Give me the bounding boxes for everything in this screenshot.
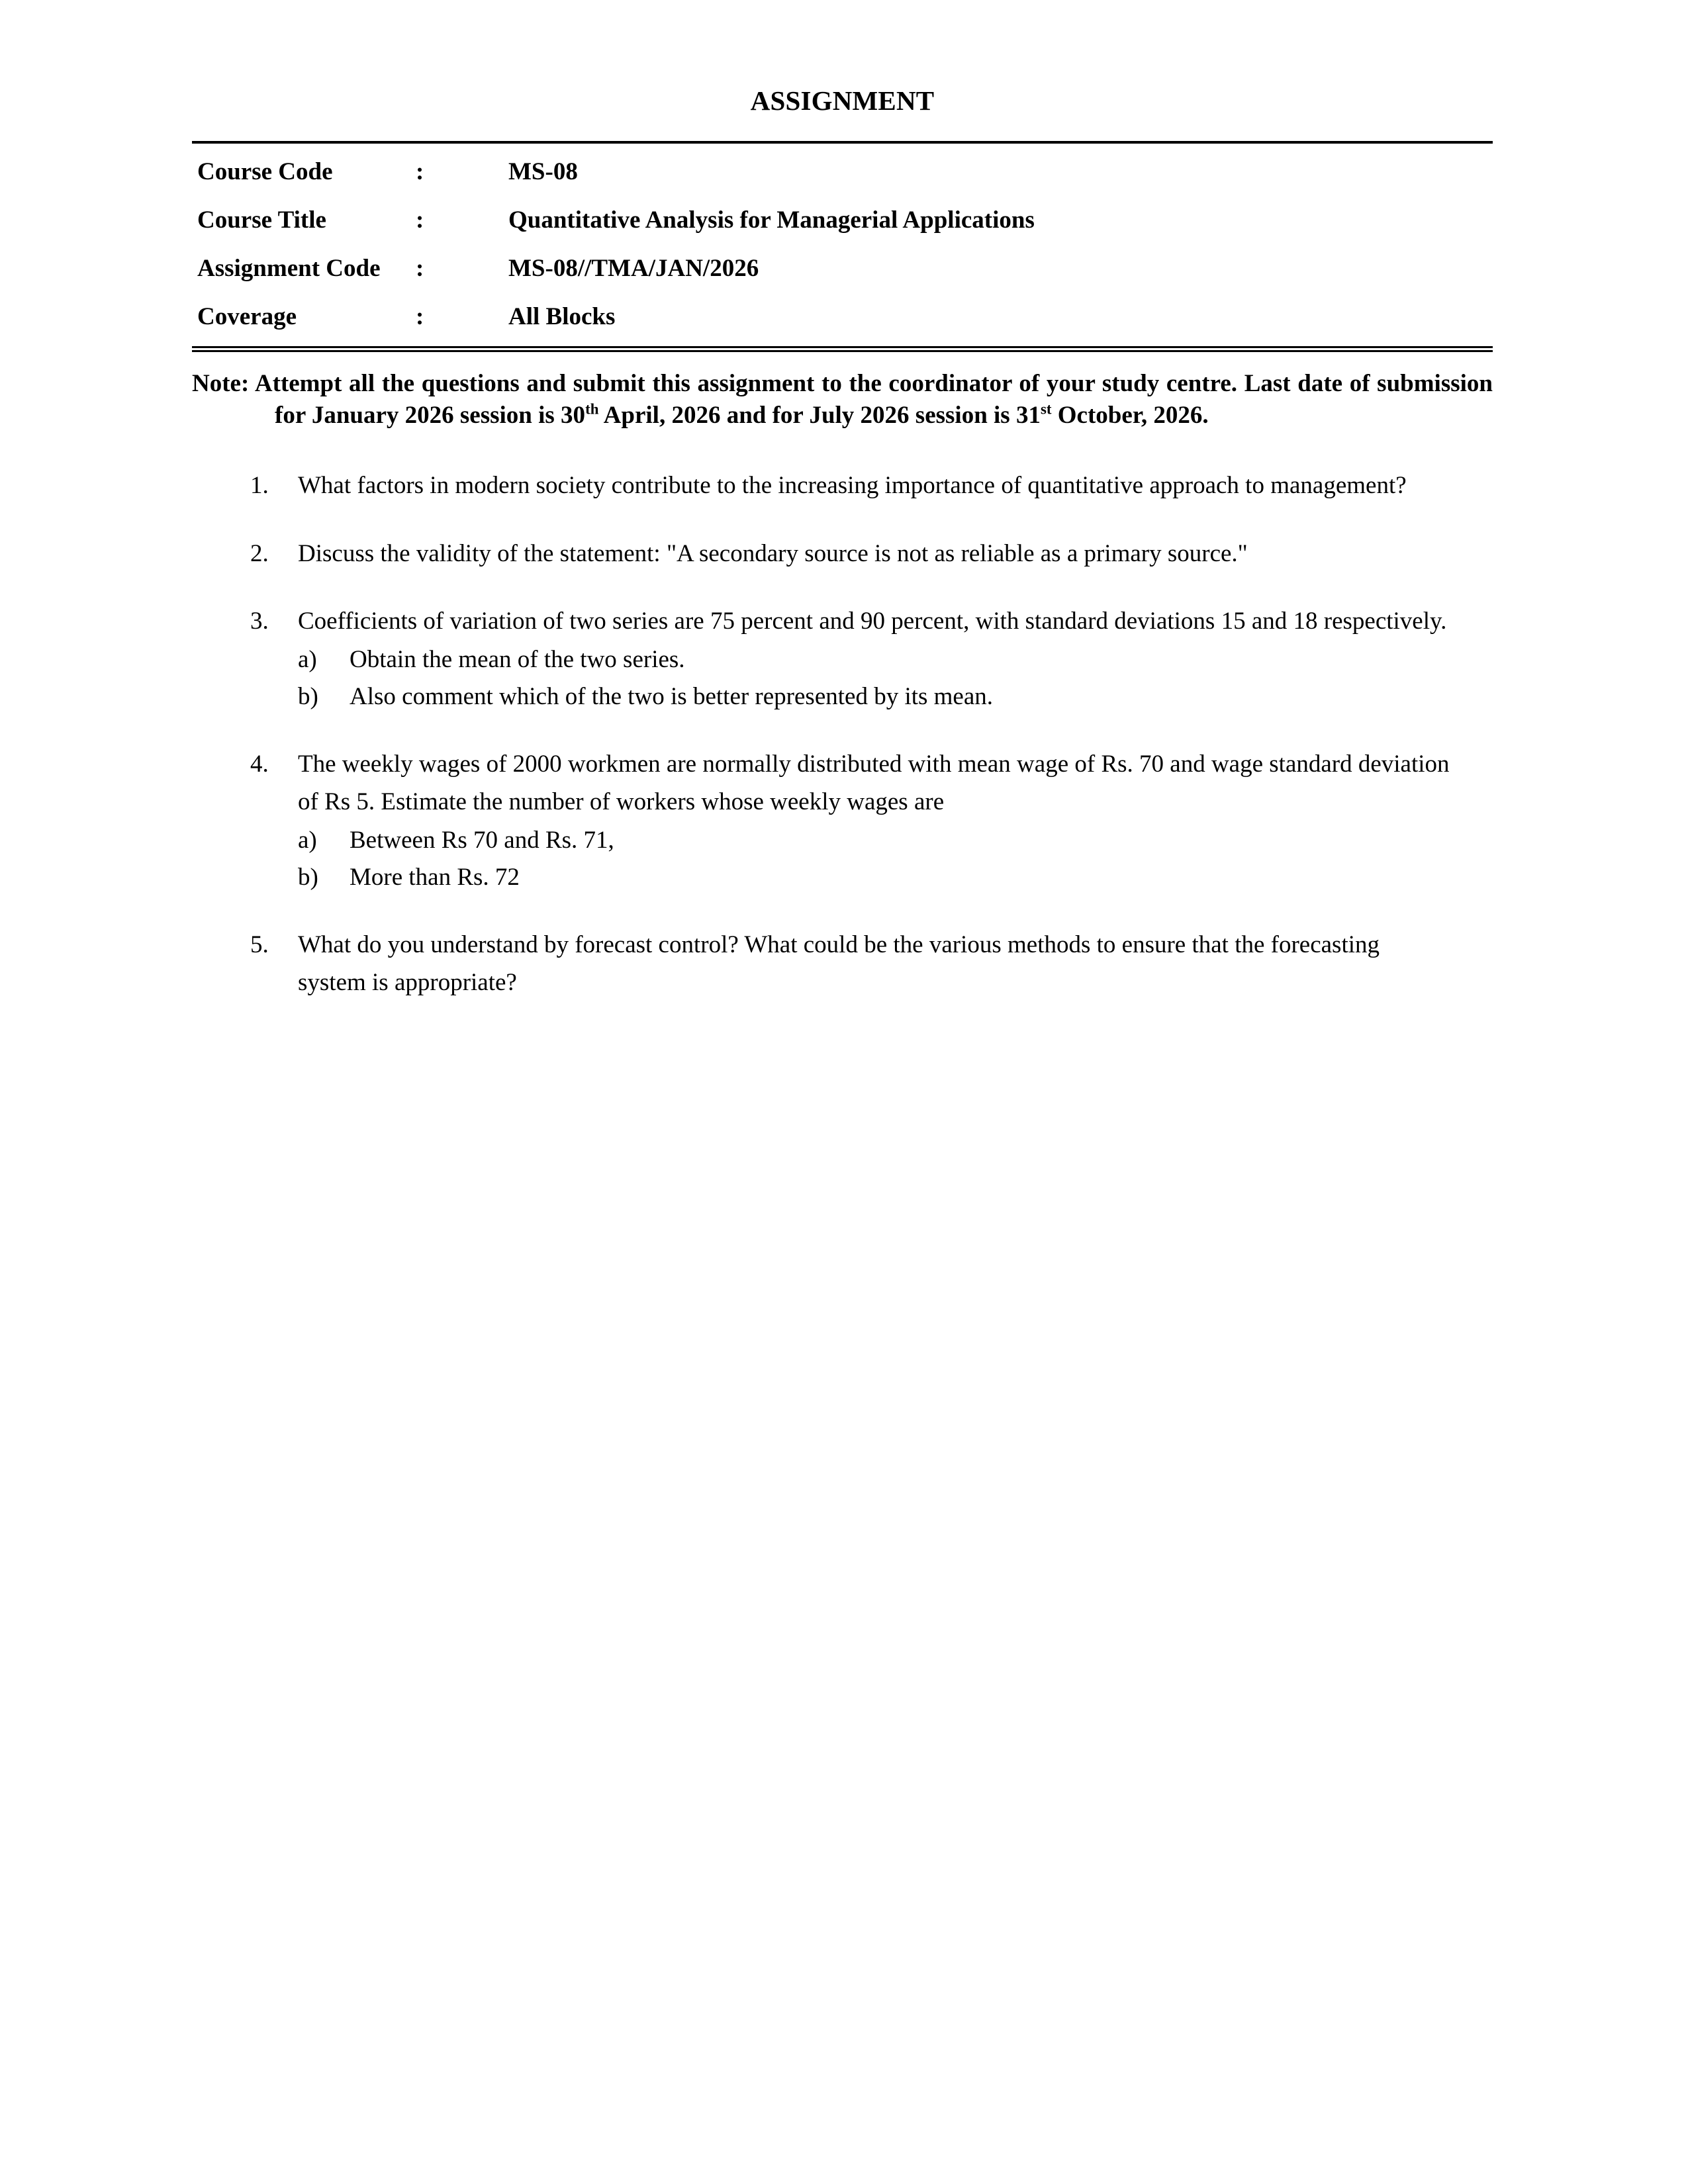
note-ordinal-suffix-st: st — [1040, 400, 1052, 418]
question-row — [250, 746, 1491, 820]
meta-value-course-code: MS-08 — [508, 158, 578, 186]
sub-question-list — [298, 641, 1491, 715]
meta-value-assignment-code: MS-08//TMA/JAN/2026 — [508, 255, 759, 283]
page-title: ASSIGNMENT — [750, 85, 935, 116]
sub-question-item — [298, 822, 1491, 859]
meta-label-coverage: Coverage — [197, 303, 297, 331]
meta-separator: : — [416, 158, 424, 186]
table-row — [192, 144, 1493, 196]
table-row — [192, 293, 1493, 346]
meta-value-course-title: Quantitative Analysis for Managerial Applications — [508, 206, 1035, 234]
sub-question-text: Obtain the mean of the two series. — [350, 645, 685, 673]
sub-question-text: Between Rs 70 and Rs. 71, — [350, 826, 614, 854]
question-number: 5. — [250, 931, 269, 959]
question-number: 2. — [250, 539, 269, 567]
meta-separator: : — [416, 303, 424, 331]
note-text-part-3: October, 2026. — [1051, 402, 1209, 430]
course-meta-table — [192, 144, 1493, 346]
question-row — [250, 603, 1491, 640]
sub-question-text: Also comment which of the two is better represented by its mean. — [350, 683, 994, 711]
sub-question-item — [298, 641, 1491, 678]
question-text: Coefficients of variation of two series are 75 percent and 90 percent, with standard deviations 15 and 18 respectively. — [298, 607, 1447, 635]
sub-question-label: b) — [298, 864, 318, 891]
meta-value-coverage: All Blocks — [508, 303, 616, 331]
list-item — [250, 467, 1491, 504]
page-content — [192, 86, 1493, 1001]
question-number: 3. — [250, 607, 269, 635]
sub-question-label: a) — [298, 645, 317, 673]
note-text-part-2: April, 2026 and for July 2026 session is 31 — [598, 402, 1041, 430]
list-item — [250, 927, 1491, 1001]
table-row — [192, 196, 1493, 244]
sub-question-list — [298, 822, 1491, 896]
table-row — [192, 244, 1493, 293]
question-number: 4. — [250, 751, 269, 778]
meta-label-course-code: Course Code — [197, 158, 333, 186]
question-text: What do you understand by forecast control? What could be the various methods to ensure that the forecasting system is appropriate? — [298, 931, 1380, 996]
sub-question-item — [298, 859, 1491, 896]
question-number: 1. — [250, 472, 269, 500]
meta-label-assignment-code: Assignment Code — [197, 255, 381, 283]
list-item — [250, 603, 1491, 716]
sub-question-text: More than Rs. 72 — [350, 864, 520, 891]
question-text: Discuss the validity of the statement: "A secondary source is not as reliable as a primary source." — [298, 539, 1248, 567]
submission-note — [192, 368, 1493, 432]
question-row — [250, 927, 1491, 1001]
course-meta-body — [192, 144, 1493, 346]
sub-question-label: a) — [298, 826, 317, 854]
sub-question-label: b) — [298, 683, 318, 711]
question-row — [250, 535, 1491, 572]
meta-label-course-title: Course Title — [197, 206, 326, 234]
list-item — [250, 535, 1491, 572]
list-item — [250, 746, 1491, 896]
question-row — [250, 467, 1491, 504]
question-text: What factors in modern society contribute to the increasing importance of quantitative approach to management? — [298, 472, 1407, 500]
meta-separator: : — [416, 255, 424, 283]
questions-list — [250, 467, 1491, 1001]
note-text-part-1: Note: Attempt all the questions and submit this assignment to the coordinator of your study centre. Last date of submission for January 2026 session is 30 — [192, 370, 1493, 430]
note-ordinal-suffix-th: th — [585, 400, 599, 418]
header-rule-bottom — [192, 346, 1493, 352]
meta-separator: : — [416, 206, 424, 234]
sub-question-item — [298, 678, 1491, 715]
question-text: The weekly wages of 2000 workmen are normally distributed with mean wage of Rs. 70 and wage standard deviation of Rs 5. Estimate the number of workers whose weekly wages are — [298, 751, 1450, 815]
